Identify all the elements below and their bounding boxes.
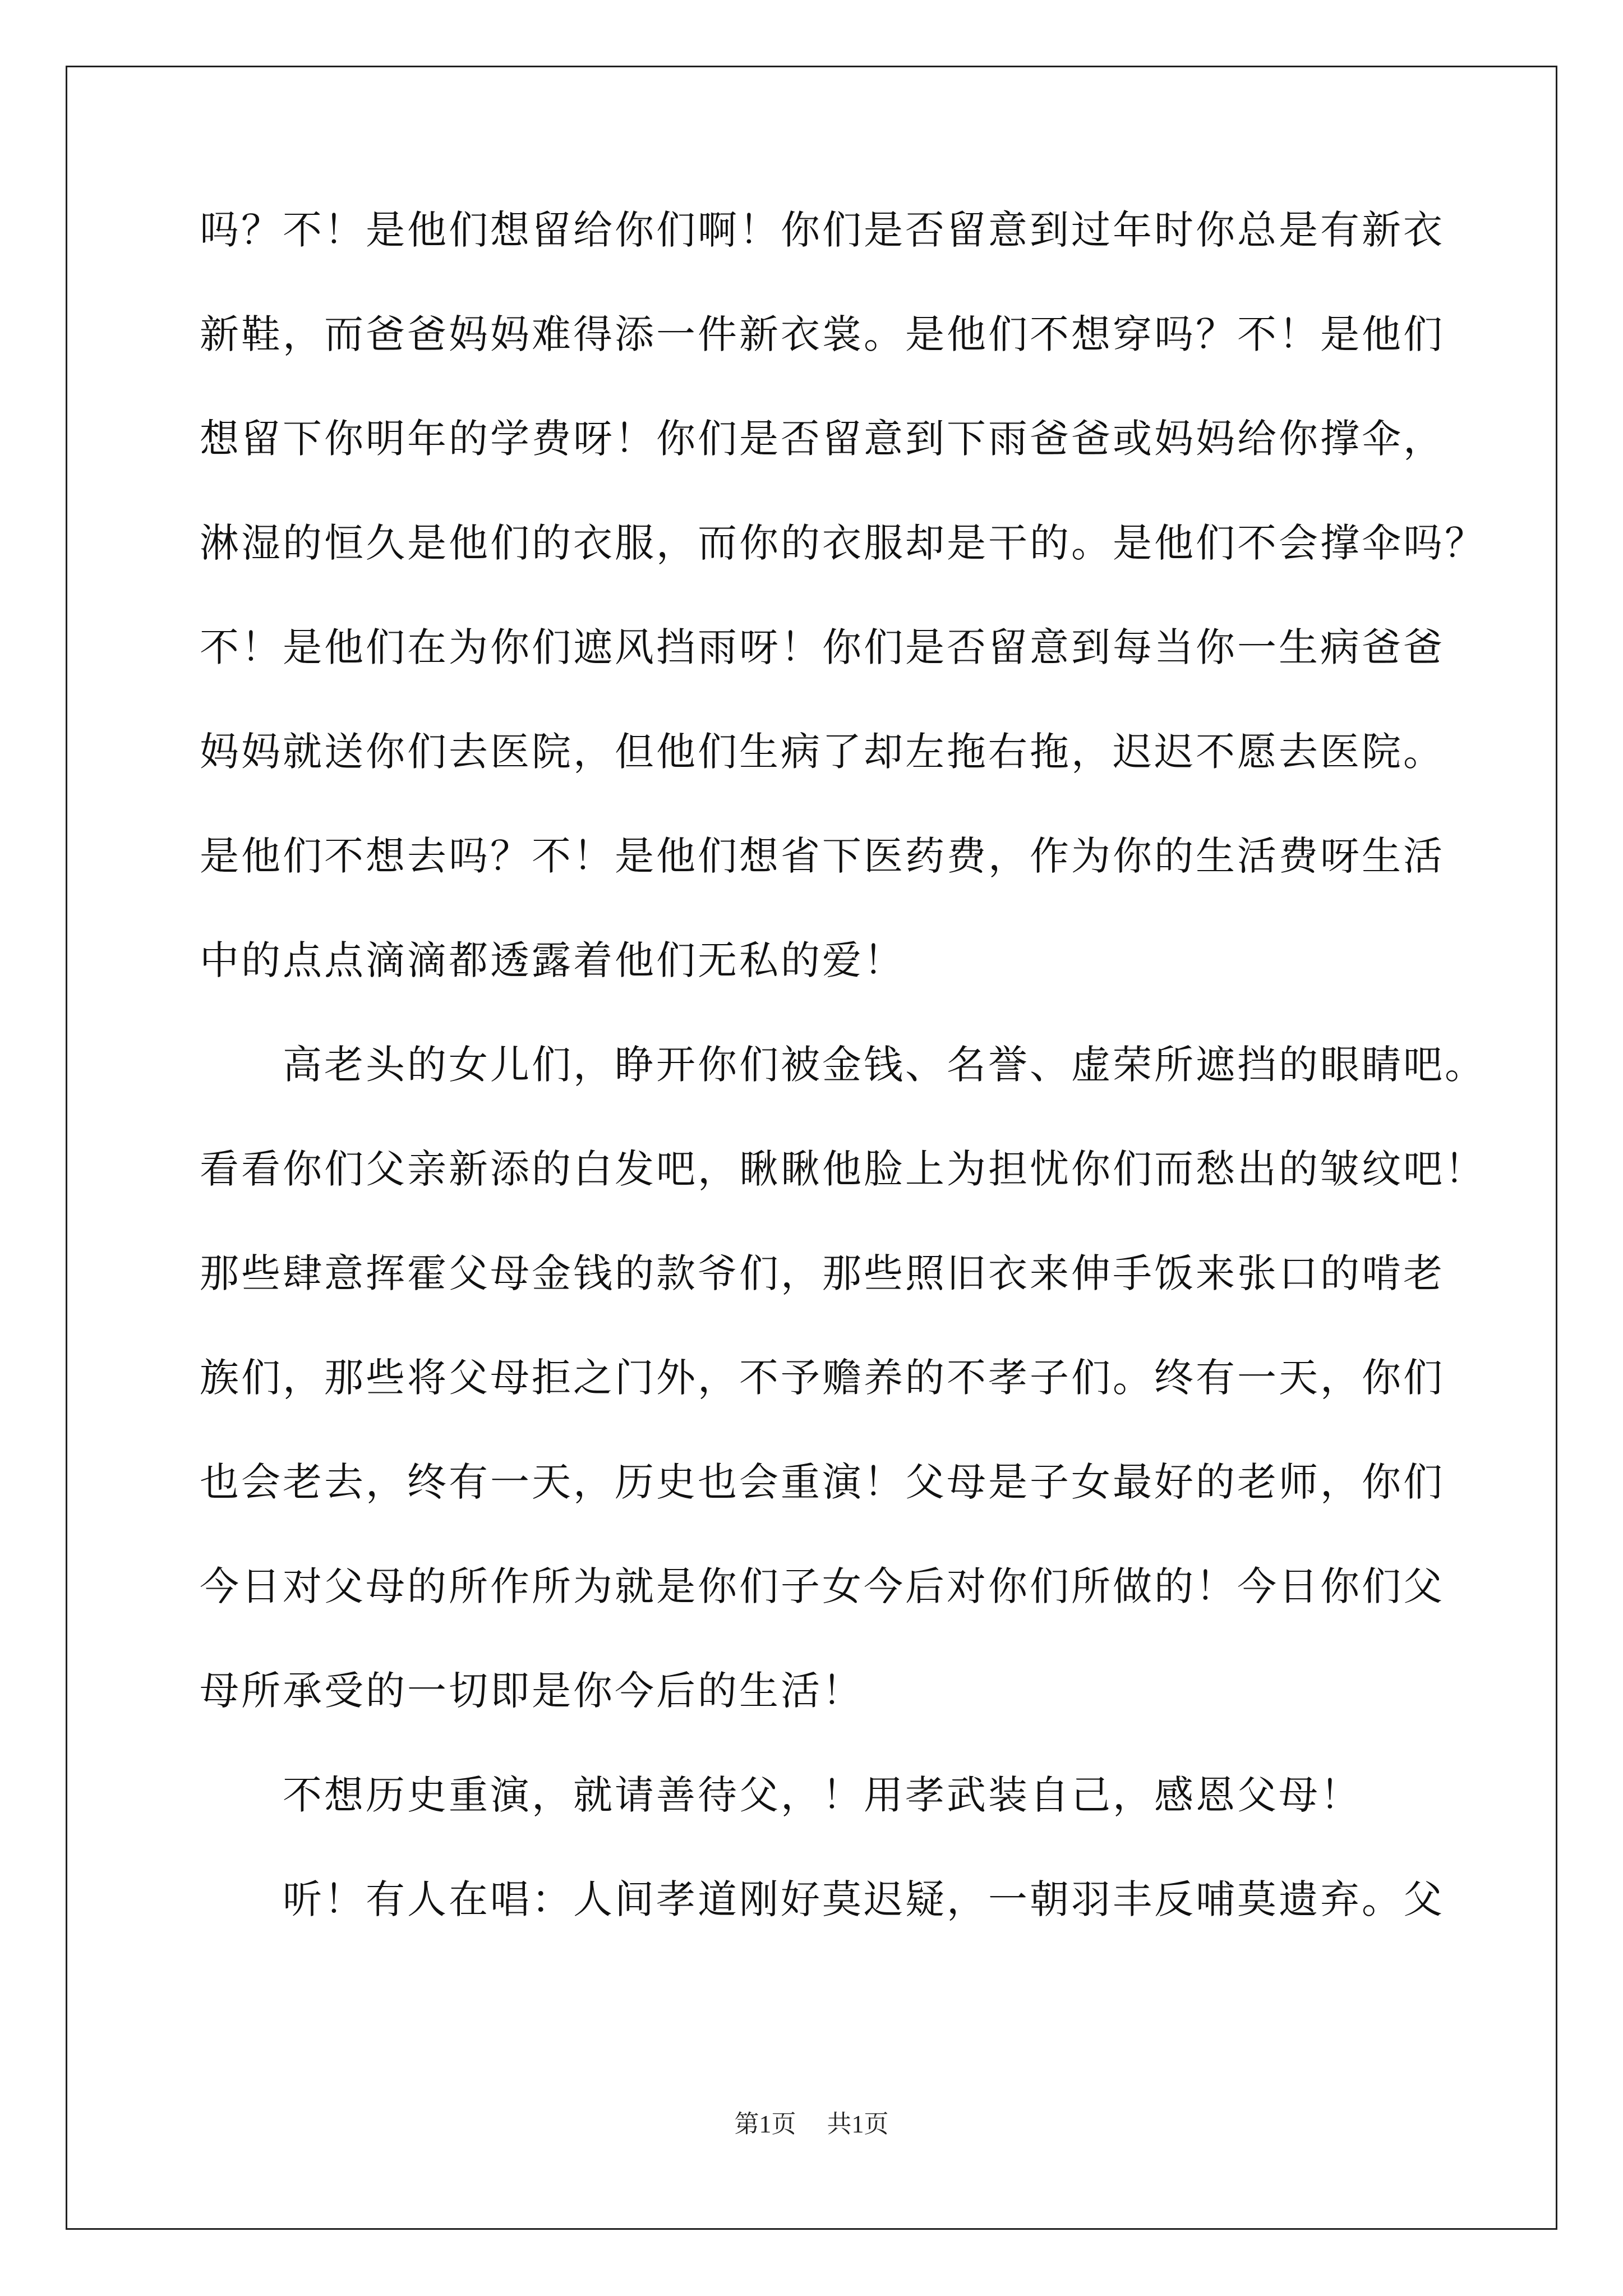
- text-line: 听！有人在唱：人间孝道刚好莫迟疑，一朝羽丰反哺莫遗弃。父: [200, 1876, 1445, 1922]
- document-body: [200, 207, 1486, 1984]
- text-line: 不想历史重演，就请善待父，！用孝武装自己，感恩父母！: [200, 1772, 1362, 1818]
- text-line: 那些肆意挥霍父母金钱的款爷们，那些照旧衣来伸手饭来张口的啃老: [200, 1250, 1445, 1296]
- text-line: 高老头的女儿们，睁开你们被金钱、名誉、虚荣所遮挡的眼睛吧。: [200, 1042, 1486, 1088]
- page-footer: [0, 2104, 1623, 2139]
- text-line: 想留下你明年的学费呀！你们是否留意到下雨爸爸或妈妈给你撑伞，: [200, 416, 1445, 462]
- page-number: 第1页: [734, 2110, 796, 2138]
- text-line: 族们，那些将父母拒之门外，不予赡养的不孝子们。终有一天，你们: [200, 1355, 1445, 1401]
- text-line: 今日对父母的所作所为就是你们子女今后对你们所做的！今日你们父: [200, 1563, 1445, 1609]
- text-line: 吗？不！是他们想留给你们啊！你们是否留意到过年时你总是有新衣: [200, 207, 1445, 253]
- text-line: 新鞋，而爸爸妈妈难得添一件新衣裳。是他们不想穿吗？不！是他们: [200, 311, 1445, 357]
- page-total: 共1页: [827, 2110, 889, 2138]
- text-line: 也会老去，终有一天，历史也会重演！父母是子女最好的老师，你们: [200, 1459, 1445, 1505]
- text-line: 妈妈就送你们去医院，但他们生病了却左拖右拖，迟迟不愿去医院。: [200, 729, 1445, 775]
- text-line: 淋湿的恒久是他们的衣服，而你的衣服却是干的。是他们不会撑伞吗？: [200, 520, 1486, 566]
- text-line: 中的点点滴滴都透露着他们无私的爱！: [200, 937, 905, 983]
- text-line: 不！是他们在为你们遮风挡雨呀！你们是否留意到每当你一生病爸爸: [200, 624, 1445, 670]
- text-line: 是他们不想去吗？不！是他们想省下医药费，作为你的生活费呀生活: [200, 833, 1445, 879]
- text-line: 看看你们父亲新添的白发吧，瞅瞅他脸上为担忧你们而愁出的皱纹吧！: [200, 1146, 1486, 1192]
- text-line: 母所承受的一切即是你今后的生活！: [200, 1668, 864, 1714]
